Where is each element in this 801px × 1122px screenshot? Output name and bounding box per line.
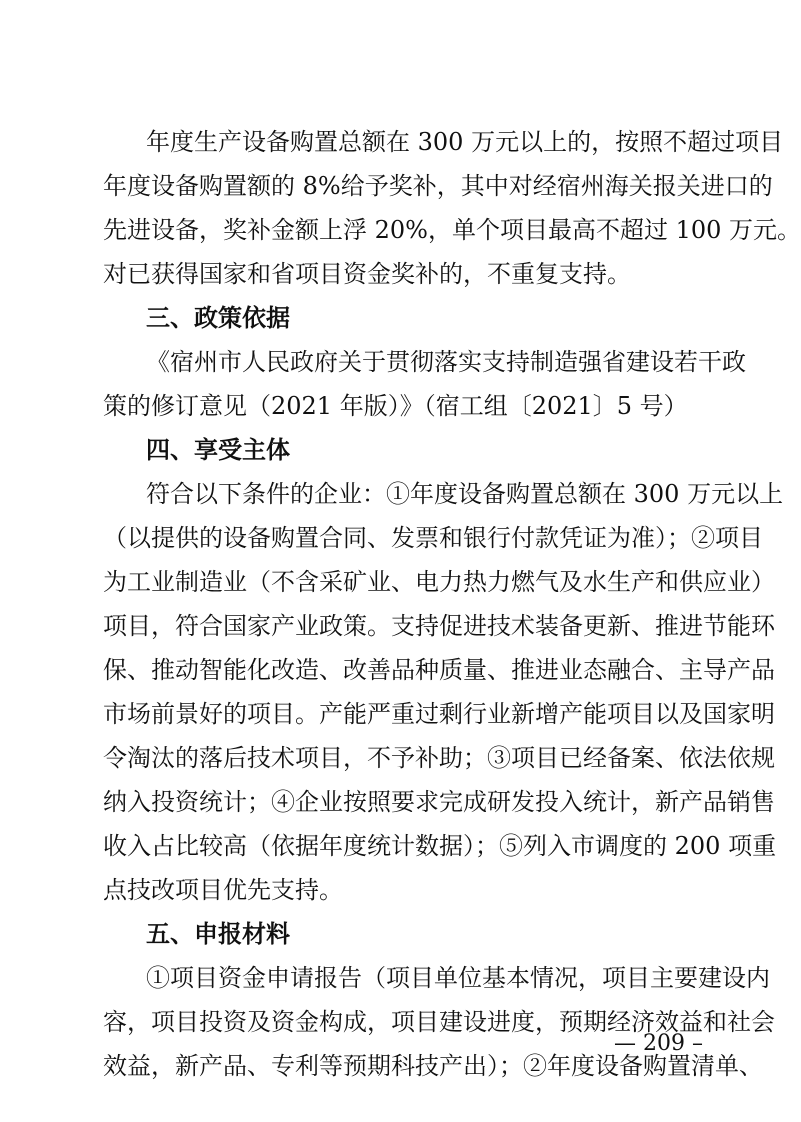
section-heading-application-materials: 五、申报材料 [146,920,290,948]
section-heading-eligible-entities: 四、享受主体 [146,436,290,464]
paragraph-line: 保、推动智能化改造、改善品种质量、推进业态融合、主导产品 [103,656,775,684]
paragraph-line: 容，项目投资及资金构成，项目建设进度，预期经济效益和社会 [103,1008,775,1036]
paragraph-line: 纳入投资统计；④企业按照要求完成研发投入统计，新产品销售 [103,788,775,816]
paragraph-line: 先进设备，奖补金额上浮 20%，单个项目最高不超过 100 万元。 [103,216,801,244]
paragraph-line: 年度生产设备购置总额在 300 万元以上的，按照不超过项目 [146,128,784,156]
paragraph-line: 《宿州市人民政府关于贯彻落实支持制造强省建设若干政 [146,348,746,376]
paragraph-line: 项目，符合国家产业政策。支持促进技术装备更新、推进节能环 [103,612,775,640]
paragraph-line: （以提供的设备购置合同、发票和银行付款凭证为准）；②项目 [103,524,763,552]
paragraph-line: 收入占比较高（依据年度统计数据）；⑤列入市调度的 200 项重 [103,832,777,860]
paragraph-line: ①项目资金申请报告（项目单位基本情况，项目主要建设内 [146,964,770,992]
page-number: — 209 – [614,1031,703,1056]
paragraph-line: 点技改项目优先支持。 [103,876,343,904]
paragraph-line: 符合以下条件的企业：①年度设备购置总额在 300 万元以上 [146,480,784,508]
paragraph-line: 市场前景好的项目。产能严重过剩行业新增产能项目以及国家明 [103,700,775,728]
paragraph-line: 令淘汰的落后技术项目，不予补助；③项目已经备案、依法依规 [103,744,775,772]
paragraph-line: 策的修订意见（2021 年版）》（宿工组〔2021〕5 号） [103,392,688,420]
paragraph-line: 效益，新产品、专利等预期科技产出）；②年度设备购置清单、 [103,1052,763,1080]
paragraph-line: 为工业制造业（不含采矿业、电力热力燃气及水生产和供应业） [103,568,775,596]
section-heading-policy-basis: 三、政策依据 [146,304,290,332]
paragraph-line: 对已获得国家和省项目资金奖补的，不重复支持。 [103,260,631,288]
paragraph-line: 年度设备购置额的 8%给予奖补，其中对经宿州海关报关进口的 [103,172,773,200]
